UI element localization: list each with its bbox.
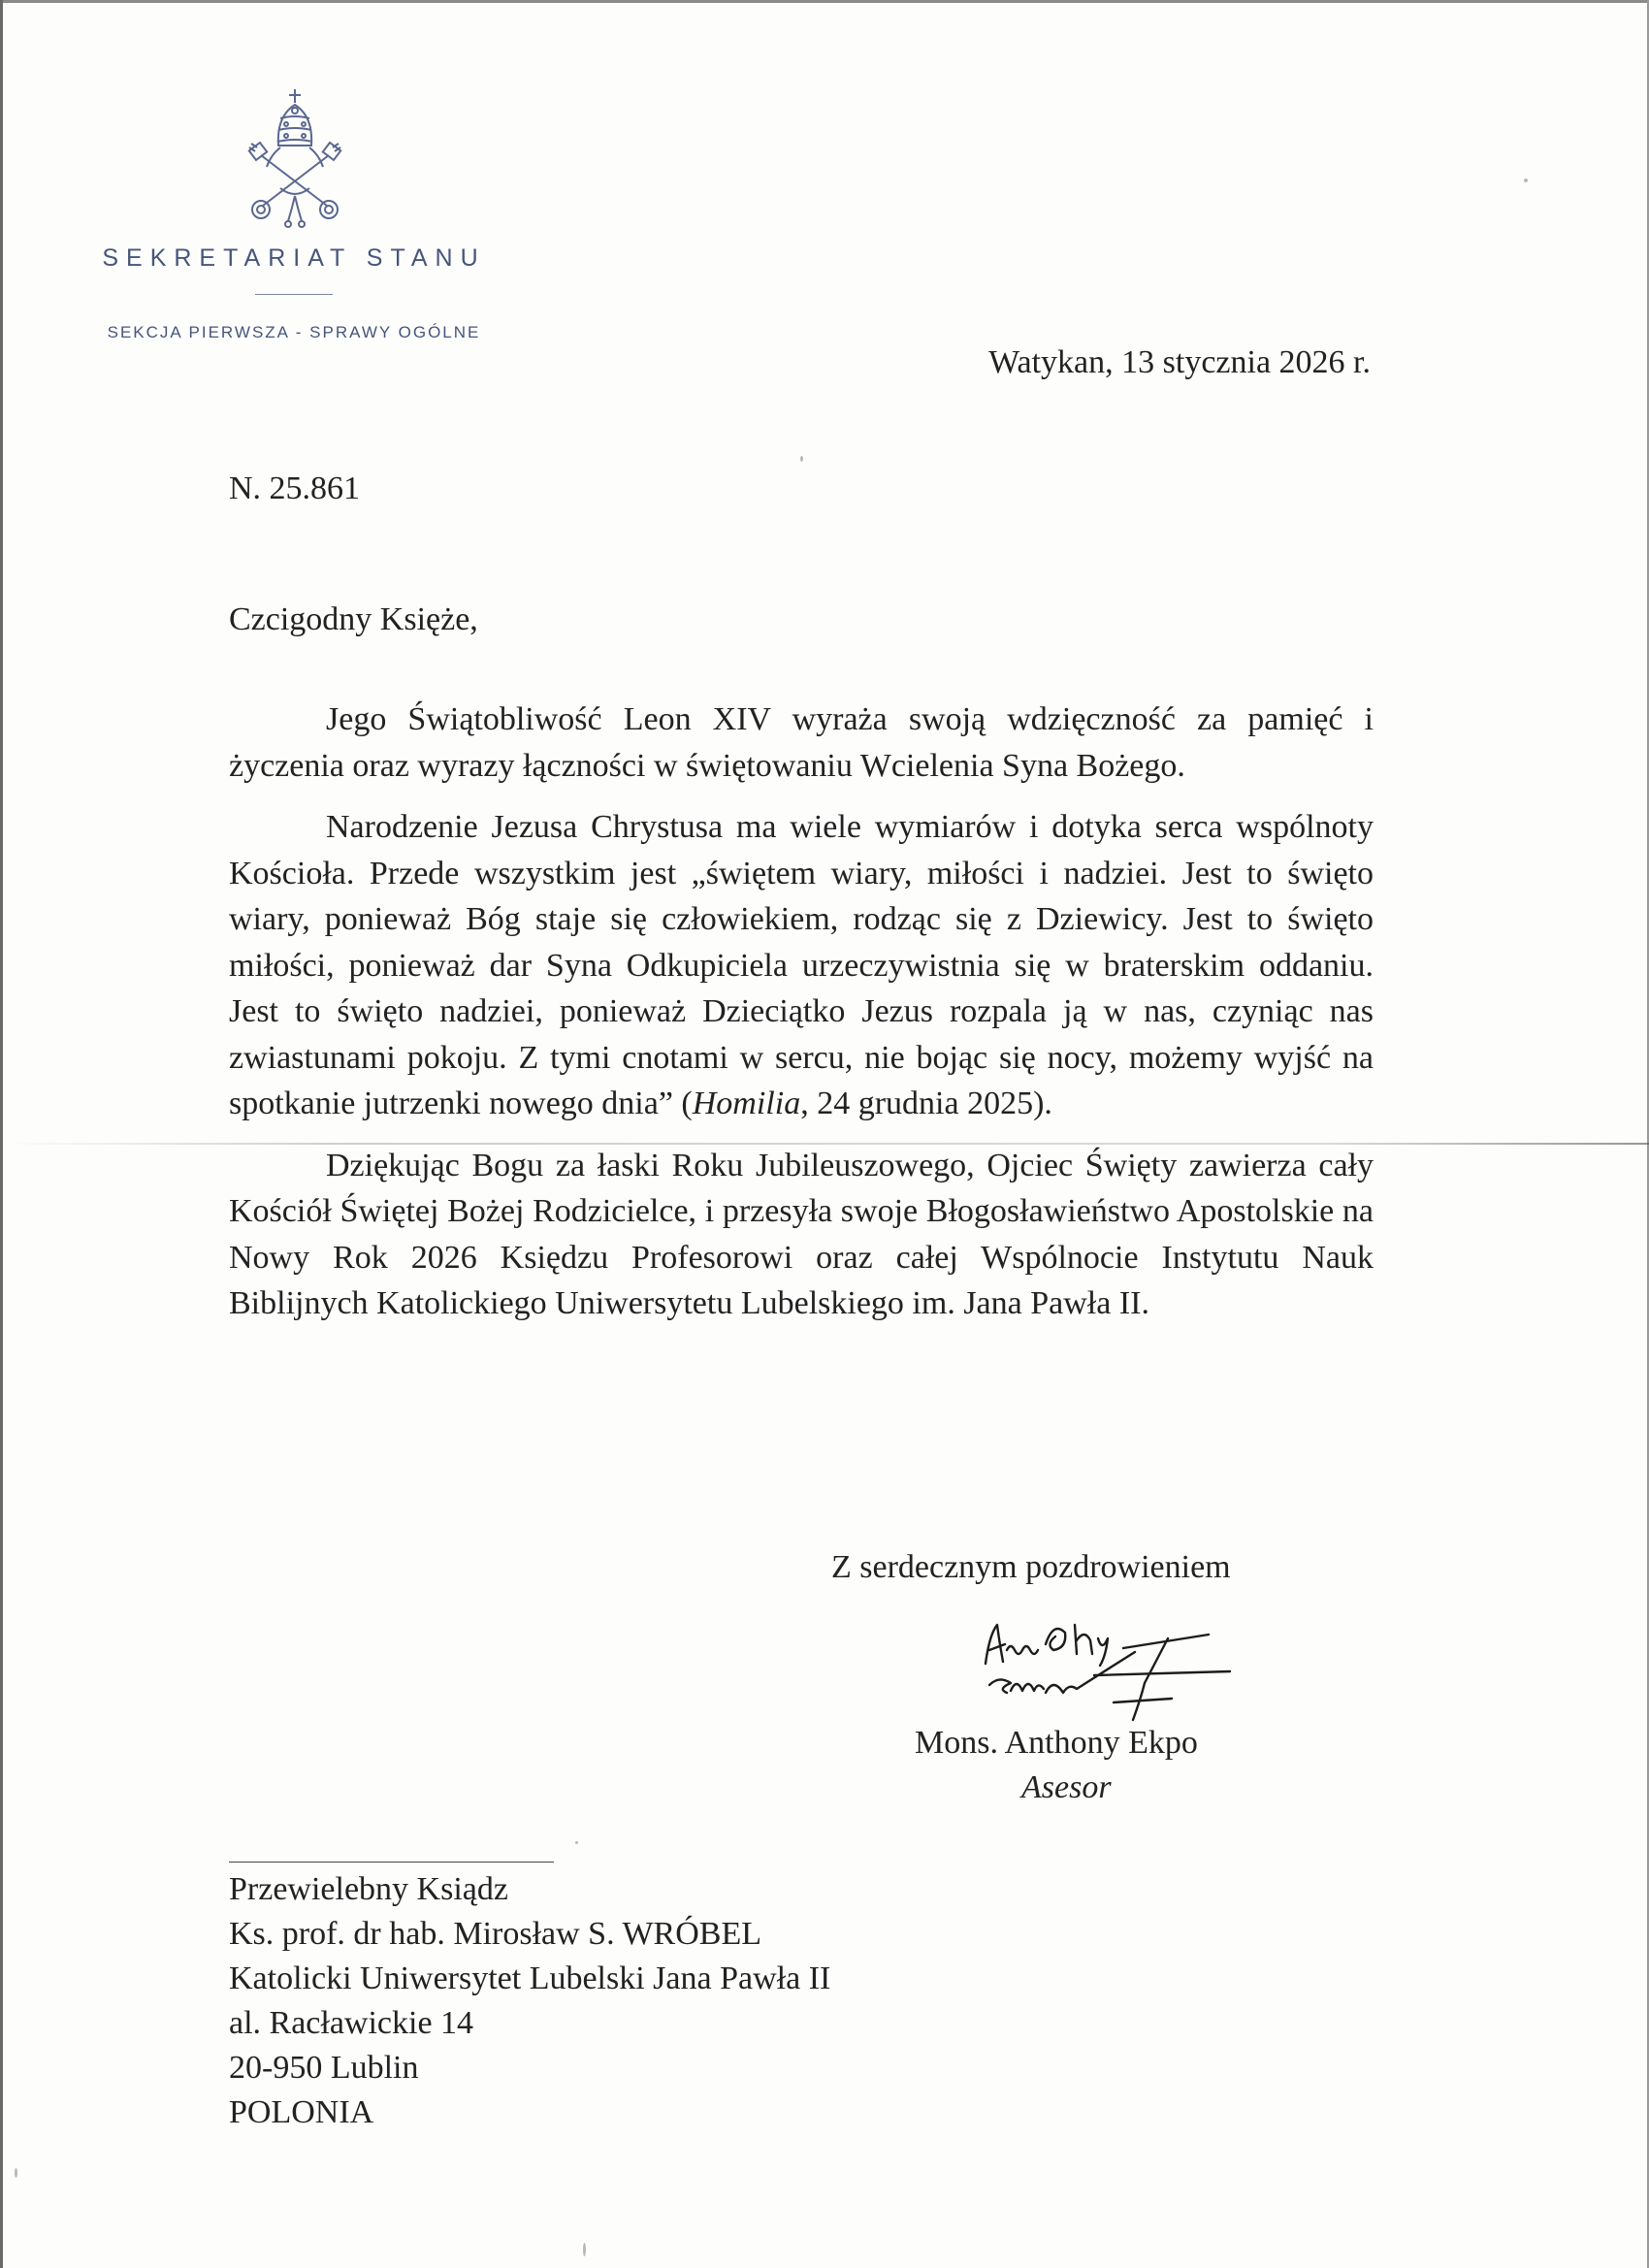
org-section: SEKCJA PIERWSZA - SPRAWY OGÓLNE [107,323,481,341]
scan-speck [800,456,803,462]
page-top-edge [3,0,1649,3]
address-line: Ks. prof. dr hab. Mirosław S. WRÓBEL [229,1916,761,1952]
letterhead [61,87,527,359]
signer-name: Mons. Anthony Ekpo [915,1725,1198,1761]
closing: Z serdecznym pozdrowieniem [831,1549,1231,1585]
letterhead-divider [255,294,333,295]
recipient-address [229,1867,830,2135]
salutation: Czcigodny Księże, [229,601,478,637]
address-line: POLONIA [229,2094,374,2130]
date-line: Watykan, 13 stycznia 2026 r. [988,344,1371,380]
letter-body [229,697,1374,1343]
paragraph-2-text: Narodzenie Jezusa Chrystusa ma wiele wymiarów i dotyka serca wspólnoty Kościoła. Przede wszystkim jest „świętem wiary, miłości i nadziei. Jest to święto wiary, ponieważ Bóg staje się człowiekiem, rodząc się z Dziewicy. Jest to święto miłości, ponieważ dar Syna Odkupiciela urzeczywistnia się w braterskim oddaniu. Jest to święto nadziei, ponieważ Dzieciątko Jezus rozpala ją w nas, czyniąc nas zwiastunami pokoju. Z tymi cnotami w sercu, nie bojąc się nocy, możemy wyjść na spotkanie jutrzenki nowego dnia” ( [229,809,1374,1121]
address-divider [229,1862,554,1863]
address-line: Katolicki Uniwersytet Lubelski Jana Pawła II [229,1960,831,1996]
scan-speck [1524,178,1528,182]
paper-fold-line [3,1143,1649,1145]
address-line: al. Racławickie 14 [229,2005,474,2041]
address-line: Przewielebny Ksiądz [229,1871,508,1907]
scan-speck [575,1841,578,1844]
paragraph-3: Dziękując Bogu za łaski Roku Jubileuszowego, Ojciec Święty zawierza cały Kościół Świętej Bożej Rodzicielce, i przesyła swoje Błogosławieństwo Apostolskie na Nowy Rok 2026 Księdzu Profesorowi oraz całej Wspólnocie Instytutu Nauk Biblijnych Katolickiego Uniwersytetu Lubelskiego im. Jana Pawła II. [229,1147,1374,1321]
citation-title: Homilia [692,1085,801,1121]
reference-number: N. 25.861 [229,470,361,506]
signer-title: Asesor [1021,1769,1112,1805]
org-name: SEKRETARIAT STANU [102,244,486,272]
paragraph-1: Jego Świątobliwość Leon XIV wyraża swoją wdzięczność za pamięć i życzenia oraz wyrazy łączności w świętowaniu Wcielenia Syna Bożego. [229,701,1374,784]
papal-keys-tiara-emblem-icon [242,87,348,233]
paragraph-2 [229,804,1374,1127]
address-line: 20-950 Lublin [229,2050,419,2086]
scan-speck [583,2243,586,2256]
scan-speck [15,2168,17,2178]
citation-date: , 24 grudnia 2025). [800,1085,1052,1121]
